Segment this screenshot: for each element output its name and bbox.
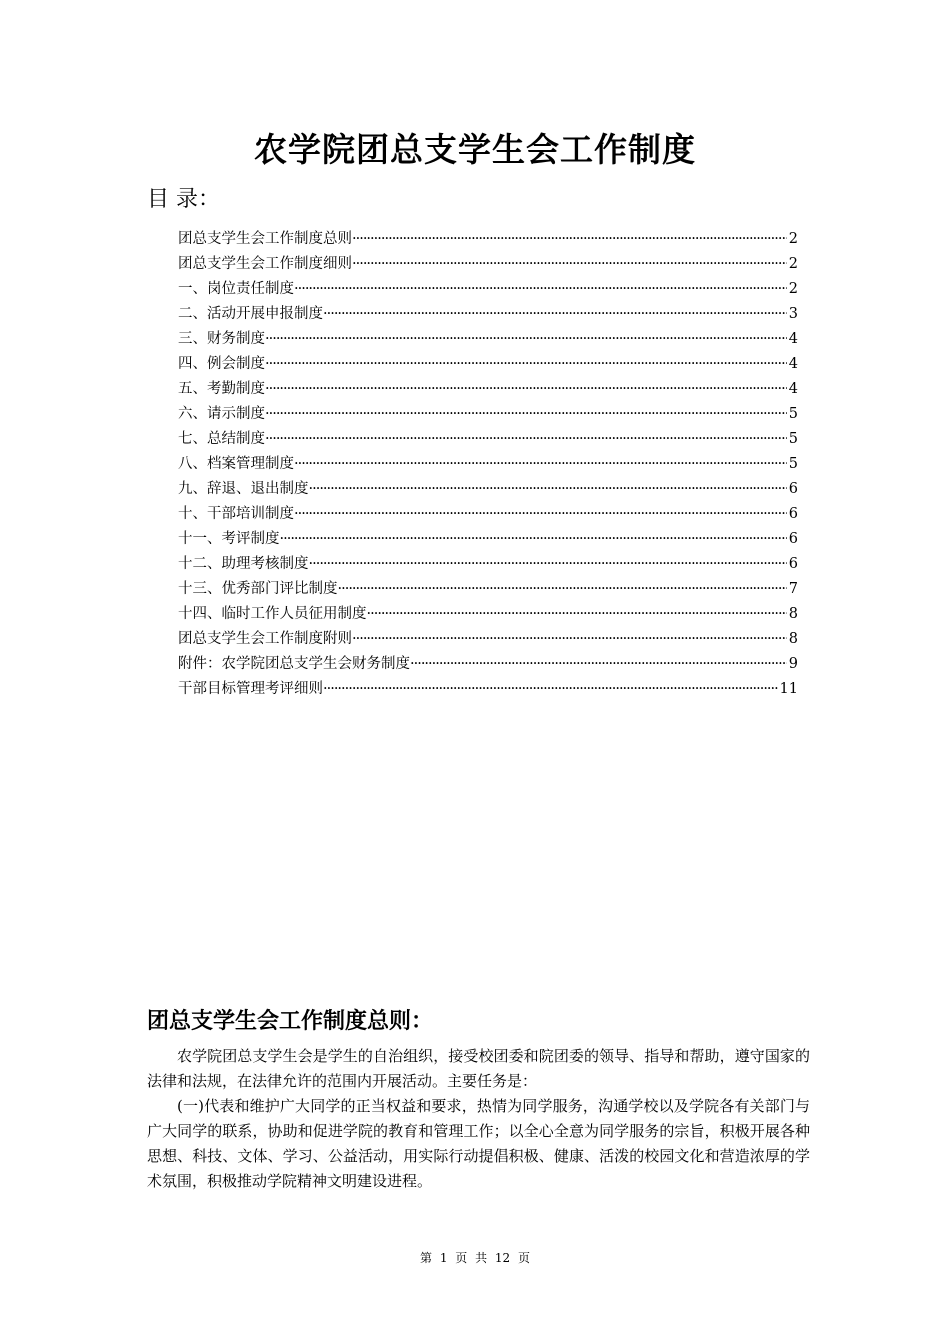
toc-item[interactable] <box>178 552 798 577</box>
toc-item-label: 干部目标管理考评细则 <box>178 681 323 697</box>
toc-item-page: 2 <box>788 231 798 247</box>
toc-item-label: 九、辞退、退出制度 <box>178 481 309 497</box>
toc-item-page: 3 <box>788 306 798 322</box>
toc-item-label: 团总支学生会工作制度附则 <box>178 631 352 647</box>
toc-item-label: 十三、优秀部门评比制度 <box>178 581 338 597</box>
body-paragraph: (一)代表和维护广大同学的正当权益和要求，热情为同学服务，沟通学校以及学院各有关部门与广大同学的联系，协助和促进学院的教育和管理工作；以全心全意为同学服务的宗旨，积极开展各种思想、科技、文体、学习、公益活动，用实际行动提倡积极、健康、活泼的校园文化和营造浓厚的学术氛围，积极推动学院精神文明建设进程。 <box>147 1097 810 1190</box>
toc-item-label: 八、档案管理制度 <box>178 456 294 472</box>
toc-item[interactable] <box>178 302 798 327</box>
toc-item[interactable] <box>178 402 798 427</box>
table-of-contents <box>178 227 798 702</box>
toc-item-page: 9 <box>788 656 798 672</box>
body-paragraph: 农学院团总支学生会是学生的自治组织，接受校团委和院团委的领导、指导和帮助，遵守国家的法律和法规，在法律允许的范围内开展活动。主要任务是： <box>147 1047 810 1090</box>
toc-item-page: 4 <box>788 356 798 372</box>
toc-leader-dots <box>265 377 787 402</box>
section-body <box>147 1044 810 1194</box>
toc-item-page: 4 <box>788 331 798 347</box>
toc-item-label: 十一、考评制度 <box>178 531 280 547</box>
toc-item-label: 一、岗位责任制度 <box>178 281 294 297</box>
toc-heading: 目 录： <box>147 187 220 212</box>
toc-item[interactable] <box>178 377 798 402</box>
toc-item-page: 5 <box>788 456 798 472</box>
toc-item-label: 十四、临时工作人员征用制度 <box>178 606 367 622</box>
toc-item-page: 6 <box>788 481 798 497</box>
toc-leader-dots <box>265 352 787 377</box>
toc-item-page: 6 <box>788 556 798 572</box>
toc-item[interactable] <box>178 427 798 452</box>
toc-leader-dots <box>309 477 787 502</box>
toc-leader-dots <box>265 402 787 427</box>
toc-item-page: 6 <box>788 506 798 522</box>
toc-leader-dots <box>410 652 787 677</box>
toc-item[interactable] <box>178 452 798 477</box>
toc-leader-dots <box>294 502 787 527</box>
toc-item-label: 十二、助理考核制度 <box>178 556 309 572</box>
toc-leader-dots <box>265 427 787 452</box>
section-heading: 团总支学生会工作制度总则： <box>147 1009 434 1034</box>
toc-item[interactable] <box>178 527 798 552</box>
toc-leader-dots <box>323 302 787 327</box>
toc-leader-dots <box>294 452 787 477</box>
toc-leader-dots <box>352 627 787 652</box>
toc-item-page: 5 <box>788 406 798 422</box>
toc-item-label: 七、总结制度 <box>178 431 265 447</box>
toc-item[interactable] <box>178 277 798 302</box>
toc-item[interactable] <box>178 677 798 702</box>
toc-item-page: 8 <box>788 631 798 647</box>
toc-item-label: 五、考勤制度 <box>178 381 265 397</box>
toc-item-label: 四、例会制度 <box>178 356 265 372</box>
toc-leader-dots <box>309 552 787 577</box>
toc-leader-dots <box>367 602 787 627</box>
toc-item[interactable] <box>178 327 798 352</box>
toc-leader-dots <box>352 252 787 277</box>
toc-item[interactable] <box>178 252 798 277</box>
toc-item-page: 5 <box>788 431 798 447</box>
toc-item-page: 6 <box>788 531 798 547</box>
document-title: 农学院团总支学生会工作制度 <box>254 130 696 169</box>
toc-item[interactable] <box>178 502 798 527</box>
toc-leader-dots <box>323 677 778 702</box>
toc-item[interactable] <box>178 627 798 652</box>
toc-item-page: 7 <box>788 581 798 597</box>
toc-item-label: 二、活动开展申报制度 <box>178 306 323 322</box>
toc-item-page: 2 <box>788 256 798 272</box>
toc-item[interactable] <box>178 577 798 602</box>
toc-leader-dots <box>280 527 787 552</box>
toc-leader-dots <box>294 277 787 302</box>
toc-item[interactable] <box>178 227 798 252</box>
toc-item-label: 团总支学生会工作制度细则 <box>178 256 352 272</box>
toc-item-label: 附件：农学院团总支学生会财务制度 <box>178 656 410 672</box>
toc-item-page: 11 <box>779 681 798 697</box>
toc-item-label: 十、干部培训制度 <box>178 506 294 522</box>
toc-item[interactable] <box>178 352 798 377</box>
toc-item-label: 团总支学生会工作制度总则 <box>178 231 352 247</box>
toc-item-label: 三、财务制度 <box>178 331 265 347</box>
toc-leader-dots <box>338 577 787 602</box>
toc-item-label: 六、请示制度 <box>178 406 265 422</box>
toc-item-page: 4 <box>788 381 798 397</box>
toc-item-page: 2 <box>788 281 798 297</box>
toc-item-page: 8 <box>788 606 798 622</box>
toc-leader-dots <box>265 327 787 352</box>
toc-item[interactable] <box>178 602 798 627</box>
toc-leader-dots <box>352 227 787 252</box>
toc-item[interactable] <box>178 652 798 677</box>
page-footer: 第 1 页 共 12 页 <box>420 1251 530 1265</box>
toc-item[interactable] <box>178 477 798 502</box>
